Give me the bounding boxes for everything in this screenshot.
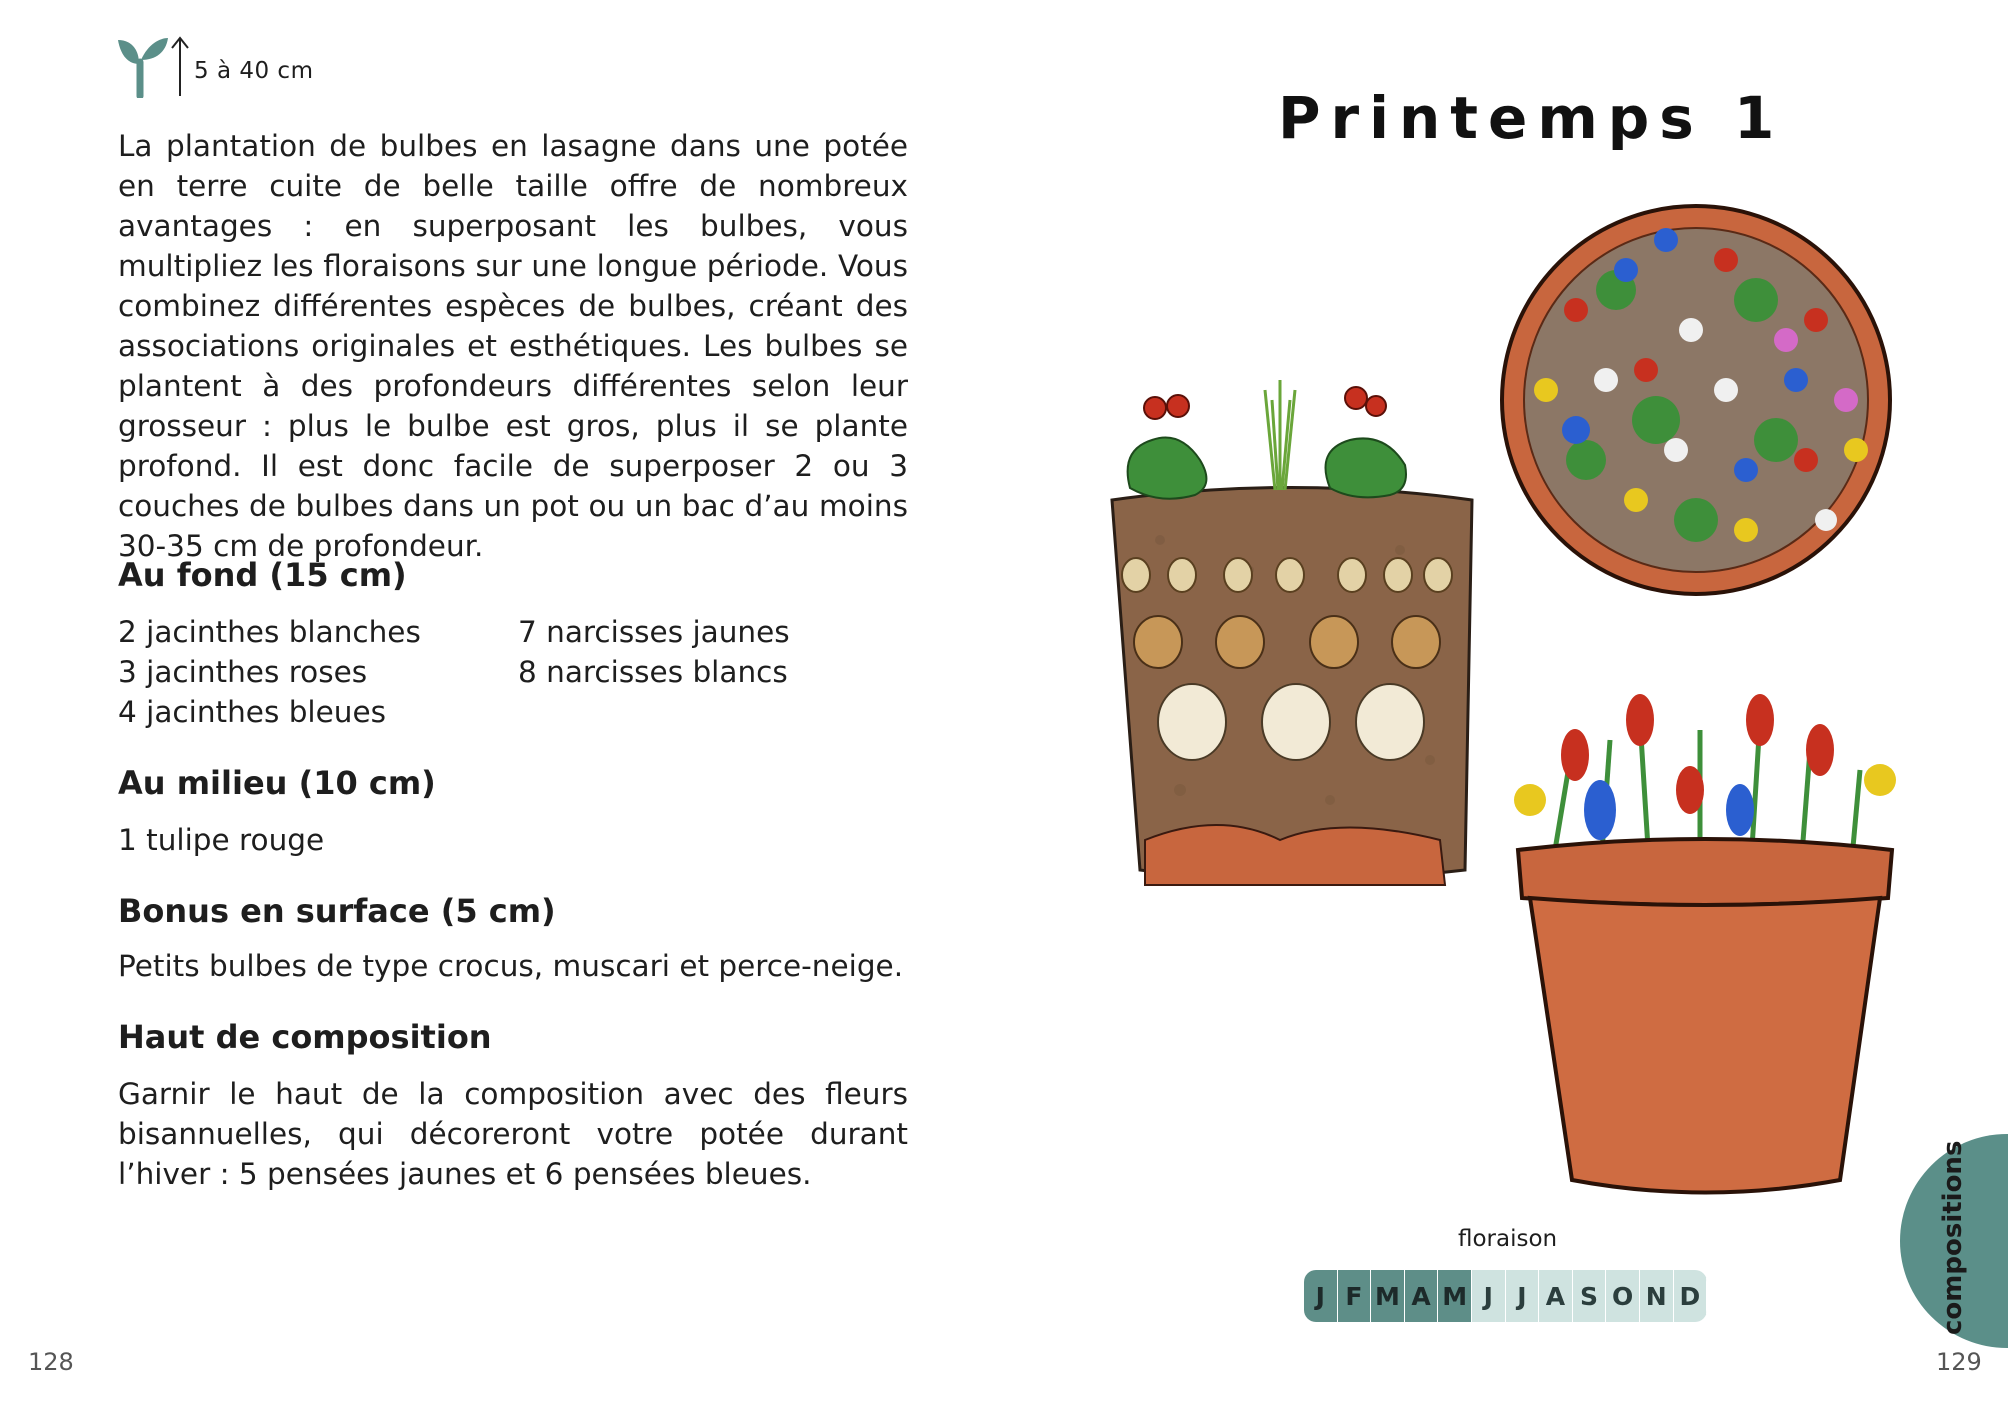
month-cell: S [1573, 1270, 1607, 1322]
page-number-right: 129 [1936, 1348, 1982, 1376]
list-item: 1 tulipe rouge [118, 823, 325, 857]
terracotta-pot-illustration [1490, 680, 1920, 1210]
list-item: 2 jacinthes blanches [118, 615, 421, 649]
section-title-haut: Haut de composition [118, 1018, 492, 1056]
list-item: 8 narcisses blancs [518, 655, 788, 689]
height-indicator [118, 34, 318, 98]
haut-text: Garnir le haut de la composition avec des fleurs bisannuelles, qui décoreront votre potée durant l’hiver : 5 pensées jaunes et 6 pensées bleues. [118, 1077, 908, 1191]
arrow-up-icon [170, 34, 190, 98]
month-cell: J [1472, 1270, 1506, 1322]
month-cell: D [1674, 1270, 1708, 1322]
top-view-pot-illustration [1496, 200, 1896, 600]
list-item: 3 jacinthes roses [118, 655, 368, 689]
month-cell: N [1640, 1270, 1674, 1322]
month-cell: A [1405, 1270, 1439, 1322]
intro-paragraph: La plantation de bulbes en lasagne dans une potée en terre cuite de belle taille offre de nombreux avantages : en superposant les bulbes, vous multipliez les floraisons sur une longue période. Vous combinez différentes espèces de bulbes, créant des associations originales et esthétiques. Les bulbes se plantent à des profondeurs différentes selon leur grosseur : plus le bulbe est gros, plus il se plante profond. Il est donc facile de superposer 2 ou 3 couches de bulbes dans un pot ou un bac d’au moins 30-35 cm de profondeur. [118, 129, 908, 563]
section-title-milieu: Au milieu (10 cm) [118, 764, 436, 802]
month-cell: J [1506, 1270, 1540, 1322]
flowering-calendar [1304, 1270, 1707, 1322]
month-cell: O [1606, 1270, 1640, 1322]
bonus-text: Petits bulbes de type crocus, muscari et perce-neige. [118, 949, 904, 983]
floraison-label: floraison [1458, 1226, 1558, 1252]
soil-cross-section-illustration [1100, 370, 1480, 910]
list-item: 4 jacinthes bleues [118, 695, 386, 729]
section-tab-label: compositions [1938, 1140, 1968, 1335]
list-item: 7 narcisses jaunes [518, 615, 790, 649]
page-title: Printemps 1 [1278, 84, 1785, 152]
fond-list-right [518, 612, 790, 692]
height-label: 5 à 40 cm [194, 58, 314, 84]
fond-list-left [118, 612, 421, 732]
page-number-left: 128 [28, 1348, 74, 1376]
month-cell: J [1304, 1270, 1338, 1322]
month-cell: F [1338, 1270, 1372, 1322]
section-title-bonus: Bonus en surface (5 cm) [118, 892, 556, 930]
section-title-fond: Au fond (15 cm) [118, 556, 407, 594]
month-cell: M [1438, 1270, 1472, 1322]
month-cell: A [1539, 1270, 1573, 1322]
month-cell: M [1371, 1270, 1405, 1322]
